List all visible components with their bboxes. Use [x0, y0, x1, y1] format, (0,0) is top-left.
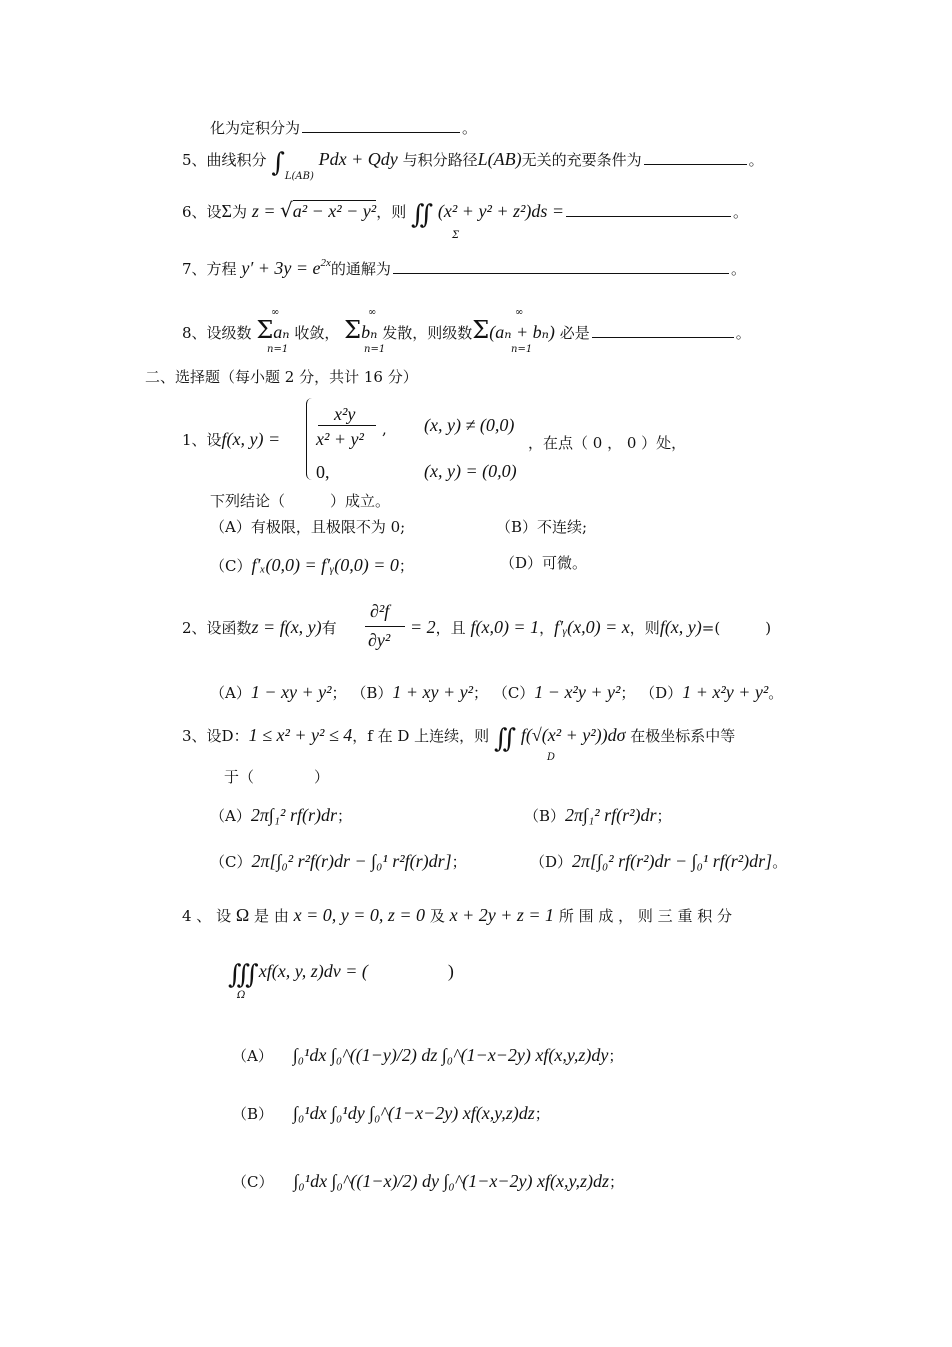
c3-line2: 于（ ）	[224, 768, 330, 786]
q5-mid: 与积分路径	[402, 151, 478, 169]
semicolon: ；	[656, 807, 672, 825]
c2-option-c: 1 − x²y + y²	[534, 682, 621, 702]
c4-option-b-math: ∫₀¹dx ∫₀¹dy ∫₀^(1−x−2y) xf(x,y,z)dz	[293, 1103, 535, 1123]
c2-z: z = f(x, y)	[251, 617, 322, 637]
c2-fxy: f(x, y)	[659, 617, 702, 637]
c1-tail: ，在点（ 0 ， 0 ）处，	[528, 434, 687, 452]
sum-lower: n=1	[267, 344, 289, 355]
c2-option-d: 1 + x²y + y²	[682, 682, 769, 702]
q8-t3: 必是	[559, 324, 590, 342]
q7-eq: y′ + 3y = e	[241, 258, 321, 278]
option-label: （D）	[530, 853, 573, 871]
answer-blank	[393, 272, 729, 274]
c2-options	[210, 683, 783, 701]
c1-option-b: （B）不连续;	[496, 518, 588, 536]
c4-triple-integral	[228, 962, 454, 988]
question-6	[182, 200, 748, 228]
fraction-bar	[365, 626, 405, 627]
c3-option-d-math: 2π[∫₀² rf(r²)dr − ∫₀¹ rf(r²)dr]	[572, 851, 773, 871]
q5-path: L(AB)	[477, 149, 522, 169]
c1-fx: f(x, y) =	[221, 429, 281, 449]
q7-label: 7、方程	[182, 260, 237, 278]
question-5	[182, 150, 764, 182]
option-label: （B）	[351, 684, 393, 702]
sqrt-icon: √	[279, 198, 293, 222]
c1-cond2: (x, y) = (0,0)	[424, 461, 517, 481]
c4-option-c	[232, 1172, 624, 1190]
c2-qie: ，且	[435, 619, 466, 637]
piecewise-brace-icon	[306, 398, 315, 480]
option-label: （A）	[232, 1047, 273, 1065]
c3-expr: f(√(x² + y²))dσ	[520, 725, 626, 745]
answer-blank	[644, 163, 747, 165]
c3-option-b-math: 2π∫₁² rf(r²)dr	[565, 805, 657, 825]
q4-text: 化为定积分为	[210, 119, 301, 137]
period: 。	[772, 853, 788, 871]
c4-option-c-math: ∫₀¹dx ∫₀^((1−x)/2) dy ∫₀^(1−x−2y) xf(x,y,z)dz	[293, 1171, 609, 1191]
c4-planes: x = 0, y = 0, z = 0	[293, 905, 426, 925]
c4-t3: 所 围 成 ， 则 三 重 积 分	[558, 907, 732, 925]
c2-label: 2、设函数	[182, 619, 252, 637]
c2-you: 有	[321, 619, 337, 637]
sum-upper: ∞	[271, 307, 280, 318]
c2-cond2: f′ᵧ(x,0) = x	[554, 617, 630, 637]
q6-root: a² − x² − y²	[292, 201, 377, 221]
c3-tail: 在极坐标系中等	[630, 727, 736, 745]
semicolon: ；	[608, 1173, 624, 1191]
c1-numerator: x²y	[334, 404, 356, 424]
semicolon: ；	[336, 807, 352, 825]
period: 。	[730, 260, 746, 278]
c1-option-c	[210, 556, 414, 574]
question-7	[182, 258, 746, 277]
sum-icon: Σ	[472, 316, 490, 344]
period: 。	[748, 151, 764, 169]
answer-blank	[566, 215, 731, 217]
c1-option-d: （D）可微。	[500, 554, 588, 572]
option-label: （A）	[210, 684, 251, 702]
c1-line2: 下列结论（ ）成立。	[210, 492, 391, 510]
q5-expr: Pdx + Qdy	[318, 149, 398, 169]
c4-expr: xf(x, y, z)dv = (	[258, 961, 368, 981]
c4-option-b	[232, 1104, 550, 1122]
sum-icon: Σ	[256, 316, 274, 344]
period: 。	[462, 119, 478, 137]
c3-option-a	[210, 806, 352, 824]
c4-label: 4 、 设	[182, 907, 232, 925]
sum-lower: n=1	[511, 344, 533, 355]
c4-option-a	[232, 1046, 623, 1064]
option-label: （C）	[232, 1173, 274, 1191]
q8-b: bₙ	[361, 322, 378, 342]
c4-omega: Ω	[235, 905, 250, 925]
semicolon: ；	[608, 1047, 624, 1065]
c2-numerator: ∂²f	[370, 601, 390, 621]
c1-option-c-math: f′ₓ(0,0) = f′ᵧ(0,0) = 0	[251, 555, 399, 575]
c1-option-a: （A）有极限，且极限不为 0;	[210, 518, 406, 536]
c3-integral-sub: D	[547, 752, 556, 763]
c3-option-c	[210, 852, 467, 870]
option-label: （C）	[210, 557, 252, 575]
q8-a: aₙ	[273, 322, 290, 342]
choice-2	[182, 618, 337, 636]
answer-blank	[592, 336, 734, 338]
c4-plane: x + 2y + z = 1	[449, 905, 555, 925]
q4-continuation	[210, 121, 477, 136]
answer-paren: )	[447, 961, 454, 981]
choice-2-rest: = 2，且 f(x,0) = 1，f′ᵧ(x,0) = x，则f(x, y)=( )	[410, 617, 772, 637]
period: 。	[768, 684, 784, 702]
q7-tail: 的通解为	[330, 260, 391, 278]
double-integral-icon: ∬	[493, 724, 517, 754]
q6-integral-sub: Σ	[452, 230, 460, 241]
section-title: 二、选择题（每小题 2 分，共计 16 分）	[145, 368, 418, 386]
choice-1	[182, 430, 280, 448]
c3-option-a-math: 2π∫₁² rf(r)dr	[250, 805, 337, 825]
option-label: （A）	[210, 807, 251, 825]
c3-option-b	[524, 806, 672, 824]
c3-option-d	[530, 852, 787, 870]
semicolon: ；	[534, 1105, 550, 1123]
c2-ze: ，则	[629, 619, 660, 637]
q6-sigma: Σ	[221, 201, 233, 221]
q6-comma: ，则	[376, 203, 407, 221]
c4-t1: 是 由	[254, 907, 289, 925]
option-label: （B）	[524, 807, 566, 825]
c4-option-a-math: ∫₀¹dx ∫₀^((1−y)/2) dz ∫₀^(1−x−2y) xf(x,y,z)dy	[292, 1045, 609, 1065]
c3-option-c-math: 2π[∫₀² r²f(r)dr − ∫₀¹ r²f(r)dr]	[251, 851, 452, 871]
integral-sign-icon: ∫	[271, 148, 285, 178]
semicolon: ；	[473, 684, 489, 702]
q5-label: 5、曲线积分	[182, 151, 267, 169]
c1-zero: 0,	[316, 462, 330, 482]
option-label: （D）	[640, 684, 683, 702]
double-integral-icon: ∬	[411, 200, 434, 230]
semicolon: ；	[451, 853, 467, 871]
option-label: （C）	[210, 853, 252, 871]
sum-upper: ∞	[515, 307, 524, 318]
q6-lhs: z =	[251, 201, 280, 221]
c1-denominator: x² + y²	[316, 429, 364, 449]
sum-upper: ∞	[368, 307, 377, 318]
c1-comma: ,	[382, 420, 387, 438]
choice-4	[182, 906, 732, 924]
answer-paren: =( )	[701, 619, 772, 637]
question-8	[182, 318, 751, 342]
q7-exp: 2x	[320, 257, 331, 269]
q8-ab: (aₙ + bₙ)	[489, 322, 555, 342]
c2-denominator: ∂y²	[368, 630, 391, 650]
semicolon: ；	[331, 684, 347, 702]
fraction-bar	[318, 425, 376, 426]
c3-label: 3、设D：	[182, 727, 249, 745]
q8-label: 8、设级数	[182, 324, 252, 342]
period: 。	[733, 203, 749, 221]
option-label: （B）	[232, 1105, 274, 1123]
c4-t2: 及	[429, 907, 445, 925]
q5-integral-sub: L(AB)	[284, 171, 314, 182]
option-label: （C）	[492, 684, 535, 702]
period: 。	[735, 324, 751, 342]
c2-cond: f(x,0) = 1	[470, 617, 540, 637]
triple-integral-icon: ∭	[228, 960, 259, 990]
semicolon: ；	[398, 557, 414, 575]
semicolon: ；	[620, 684, 636, 702]
answer-blank	[302, 131, 460, 133]
c2-eq2: = 2	[410, 617, 436, 637]
c3-ineq: 1 ≤ x² + y² ≤ 4	[248, 725, 353, 745]
q6-mid: 为	[232, 203, 248, 221]
c4-integral-sub: Ω	[237, 990, 246, 1001]
choice-3	[182, 726, 735, 752]
c2-option-a: 1 − xy + y²	[250, 682, 332, 702]
q6-expr: (x² + y² + z²)ds =	[437, 201, 565, 221]
q5-tail: 无关的充要条件为	[521, 151, 642, 169]
c2-option-b: 1 + xy + y²	[392, 682, 474, 702]
sum-icon: Σ	[344, 316, 362, 344]
c3-f: ，f 在 D 上连续，则	[352, 727, 490, 745]
q8-t1: 收敛，	[294, 324, 340, 342]
q6-label: 6、设	[182, 203, 222, 221]
c1-cond1: (x, y) ≠ (0,0)	[424, 415, 515, 435]
sum-lower: n=1	[364, 344, 386, 355]
c1-label: 1、设	[182, 431, 222, 449]
q8-t2: 发散，则级数	[382, 324, 473, 342]
